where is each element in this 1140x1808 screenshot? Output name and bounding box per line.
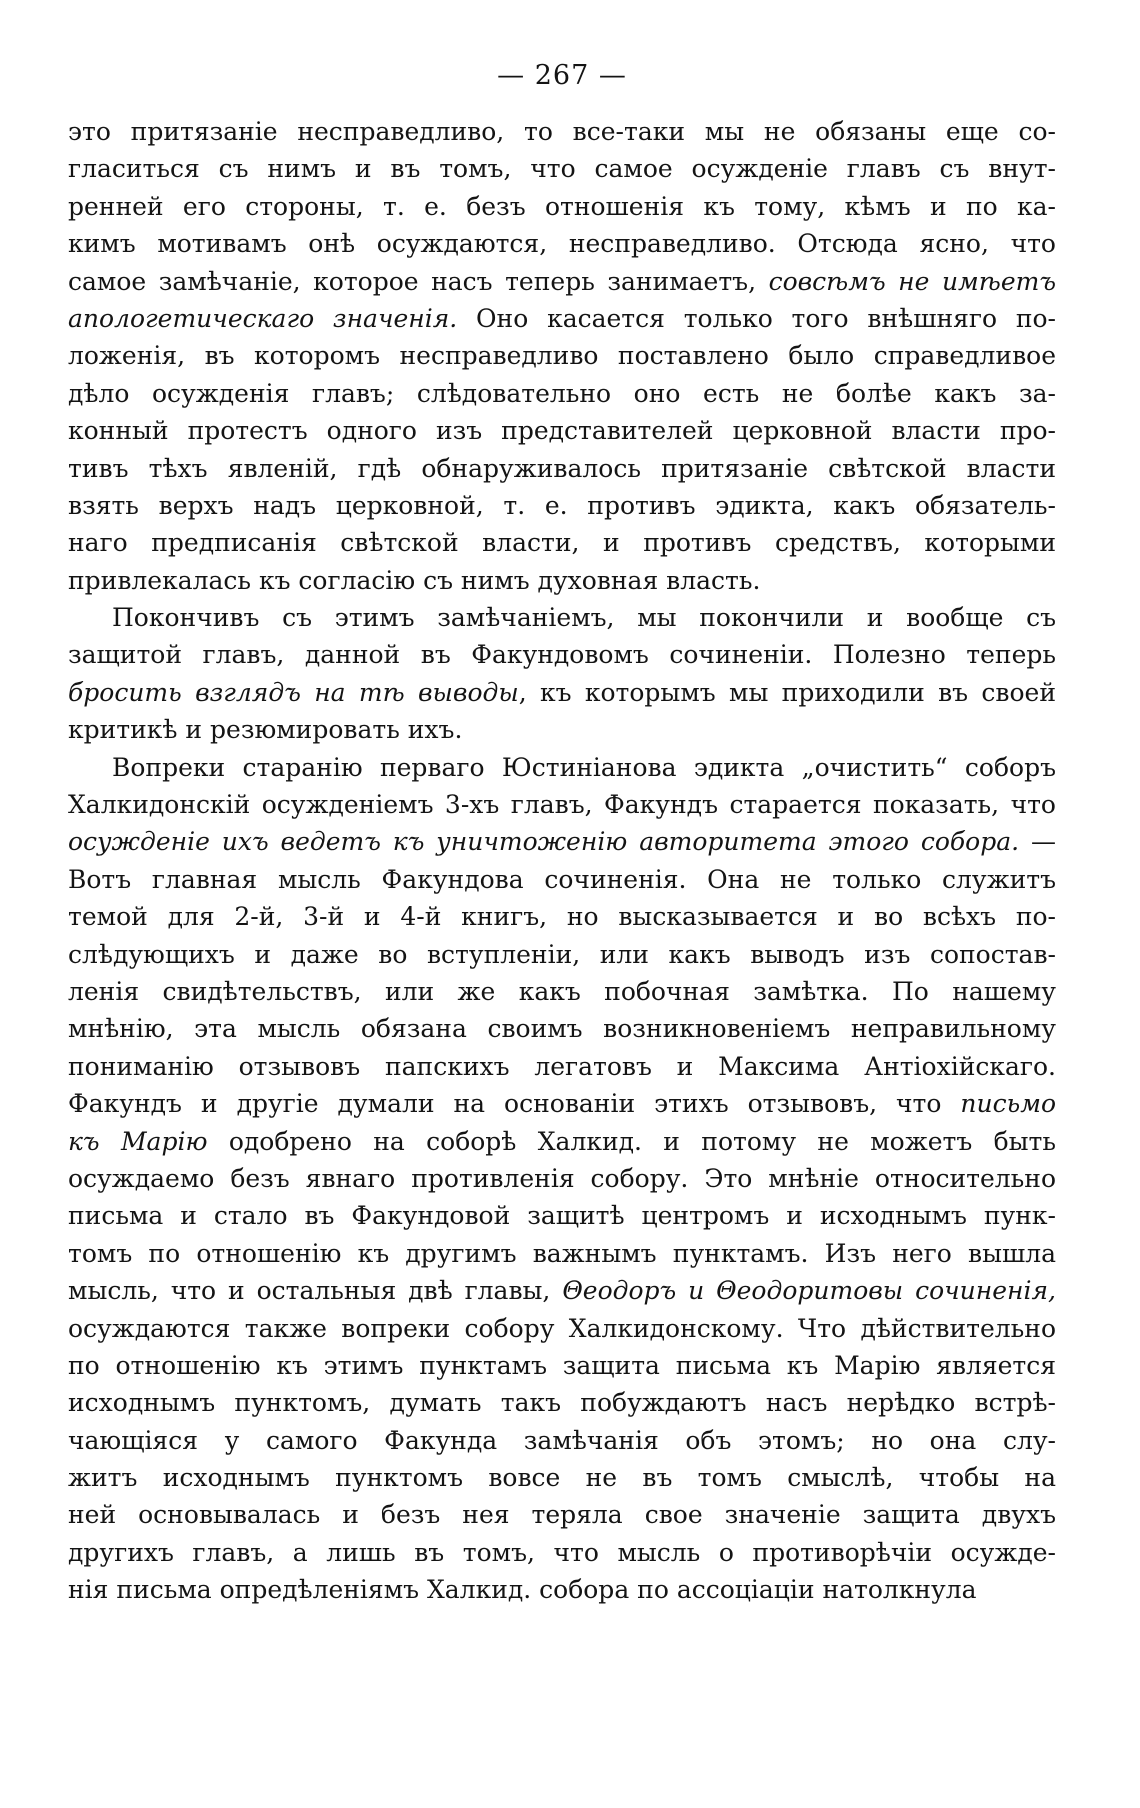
text-run: осуждаются также вопреки собору Халкидонскому. Что дѣйствительно: [68, 1313, 1056, 1343]
text-run: мнѣнію, эта мысль обязана своимъ возникновеніемъ неправильному: [68, 1014, 1056, 1044]
text-run: гласиться съ нимъ и въ томъ, что самое осужденiе главъ съ внут-: [68, 154, 1056, 184]
text-run: по отношенію къ этимъ пунктамъ защита письма къ Марію является: [68, 1350, 1056, 1380]
text-line: [68, 823, 1056, 860]
italic-text: Θеодоръ и Θеодоритовы сочиненія,: [562, 1276, 1056, 1306]
text-run: письма и стало въ Факундовой защитѣ центромъ и исходнымъ пунк-: [68, 1201, 1056, 1231]
text-line: [68, 1496, 1056, 1533]
text-run: слѣдующихъ и даже во вступленіи, или какъ выводъ изъ сопостав-: [68, 939, 1056, 969]
text-run: нія письма опредѣленіямъ Халкид. собора по ассоціаціи натолкнула: [68, 1575, 977, 1605]
text-line: [68, 375, 1056, 412]
text-run: привлекалась къ согласію съ нимъ духовная власть.: [68, 565, 761, 595]
text-line: [68, 337, 1056, 374]
book-page: [68, 60, 1056, 1609]
text-run: осуждаемо безъ явнаго противленія собору. Это мнѣніе относительно: [68, 1163, 1056, 1193]
text-line: [68, 150, 1056, 187]
text-run: исходнымъ пунктомъ, думать такъ побуждаютъ насъ нерѣдко встрѣ-: [68, 1388, 1056, 1418]
text-line: [68, 936, 1056, 973]
text-run: ленія свидѣтельствъ, или же какъ побочная замѣтка. По нашему: [68, 976, 1056, 1006]
text-body: [68, 113, 1056, 1609]
text-run: тивъ тѣхъ явленій, гдѣ обнаруживалось притязанie свѣтской власти: [68, 453, 1056, 483]
text-run: мысль, что и остальныя двѣ главы,: [68, 1276, 563, 1306]
text-line: [68, 711, 1056, 748]
text-run: Вопреки старанію перваго Юстиніанова эдикта „очистить“ соборъ: [112, 752, 1056, 782]
text-run: взять верхъ надъ церковной, т. е. противъ эдикта, какъ обязатель-: [68, 490, 1056, 520]
text-run: темой для 2-й, 3-й и 4-й книгъ, но высказывается и во всѣхъ по-: [68, 902, 1056, 932]
text-line: [68, 1010, 1056, 1047]
italic-text: осужденіе ихъ ведетъ къ уничтоженію авторитета этого собора.: [68, 827, 1020, 857]
text-run: критикѣ и резюмировать ихъ.: [68, 715, 463, 745]
text-run: кимъ мотивамъ онѣ осуждаются, несправедливо. Отсюда ясно, что: [68, 229, 1056, 259]
text-line: [68, 1310, 1056, 1347]
page-number: — 267 —: [497, 60, 627, 91]
text-line: [68, 300, 1056, 337]
text-run: ложенія, въ которомъ несправедливо поставлено было справедливое: [68, 341, 1056, 371]
text-run: чающіяся у самого Факунда замѣчанія объ этомъ; но она слу-: [68, 1425, 1056, 1455]
italic-text: къ Марію: [68, 1126, 208, 1156]
text-line: [68, 674, 1056, 711]
text-line: [68, 1459, 1056, 1496]
text-line: [68, 1534, 1056, 1571]
text-run: , къ которымъ мы приходили въ своей: [518, 677, 1056, 707]
text-run: это притязанiе несправедливо, то все-таки мы не обязаны еще со-: [68, 117, 1056, 146]
text-line: [68, 1160, 1056, 1197]
italic-text: письмо: [960, 1089, 1056, 1119]
text-line: [68, 1085, 1056, 1122]
italic-text: совсѣмъ не имѣетъ: [768, 266, 1056, 296]
text-line: [68, 973, 1056, 1010]
text-line: [68, 599, 1056, 636]
text-line: [68, 524, 1056, 561]
text-run: Вотъ главная мысль Факундова сочиненія. Она не только служитъ: [68, 864, 1056, 894]
text-line: [68, 1123, 1056, 1160]
text-run: —: [1019, 827, 1056, 857]
text-run: пониманію отзывовъ папскихъ легатовъ и Максима Антіохійскаго.: [68, 1051, 1056, 1081]
text-run: житъ исходнымъ пунктомъ вовсе не въ томъ смыслѣ, чтобы на: [68, 1463, 1056, 1493]
text-run: Факундъ и другіе думали на основаніи этихъ отзывовъ, что: [68, 1089, 961, 1119]
paragraph: [68, 599, 1056, 749]
text-line: [68, 225, 1056, 262]
text-line: [68, 1048, 1056, 1085]
italic-text: апологетическаго значенія.: [68, 303, 458, 333]
text-line: [68, 636, 1056, 673]
text-line: [68, 263, 1056, 300]
text-run: самое замѣчанie, которое насъ теперь занимаетъ,: [68, 266, 769, 296]
text-line: [68, 450, 1056, 487]
paragraph: [68, 113, 1056, 599]
text-run: защитой главъ, данной въ Факундовомъ сочиненіи. Полезно теперь: [68, 640, 1056, 670]
text-line: [68, 487, 1056, 524]
text-run: Оно касается только того внѣшняго по-: [457, 303, 1056, 333]
text-run: Халкидонскій осужденіемъ 3-хъ главъ, Факундъ старается показать, что: [68, 790, 1056, 820]
text-line: [68, 861, 1056, 898]
text-line: [68, 562, 1056, 599]
text-line: [68, 188, 1056, 225]
text-line: [68, 786, 1056, 823]
text-line: [68, 898, 1056, 935]
text-line: [68, 1272, 1056, 1309]
text-run: одобрено на соборѣ Халкид. и потому не можетъ быть: [207, 1126, 1056, 1156]
text-run: томъ по отношенію къ другимъ важнымъ пунктамъ. Изъ него вышла: [68, 1238, 1056, 1268]
text-line: [68, 1571, 1056, 1608]
text-run: конный протестъ одного изъ представителей церковной власти про-: [68, 416, 1056, 446]
text-line: [68, 412, 1056, 449]
text-run: наго предписанія свѣтской власти, и противъ средствъ, которыми: [68, 528, 1056, 558]
italic-text: бросить взглядъ на тѣ выводы: [68, 677, 519, 707]
text-line: [68, 113, 1056, 150]
text-run: другихъ главъ, а лишь въ томъ, что мысль о противорѣчіи осужде-: [68, 1537, 1056, 1567]
text-run: дѣло осужденія главъ; слѣдовательно оно есть не болѣе какъ за-: [68, 378, 1056, 408]
text-line: [68, 1197, 1056, 1234]
paragraph: [68, 749, 1056, 1609]
text-line: [68, 1235, 1056, 1272]
text-run: ней основывалась и безъ нея теряла свое значеніе защита двухъ: [68, 1500, 1056, 1530]
text-run: Покончивъ съ этимъ замѣчаніемъ, мы покончили и вообще съ: [112, 603, 1056, 633]
text-line: [68, 749, 1056, 786]
text-line: [68, 1384, 1056, 1421]
text-run: ренней его стороны, т. е. безъ отношенія къ тому, кѣмъ и по ка-: [68, 191, 1056, 221]
text-line: [68, 1347, 1056, 1384]
text-line: [68, 1422, 1056, 1459]
